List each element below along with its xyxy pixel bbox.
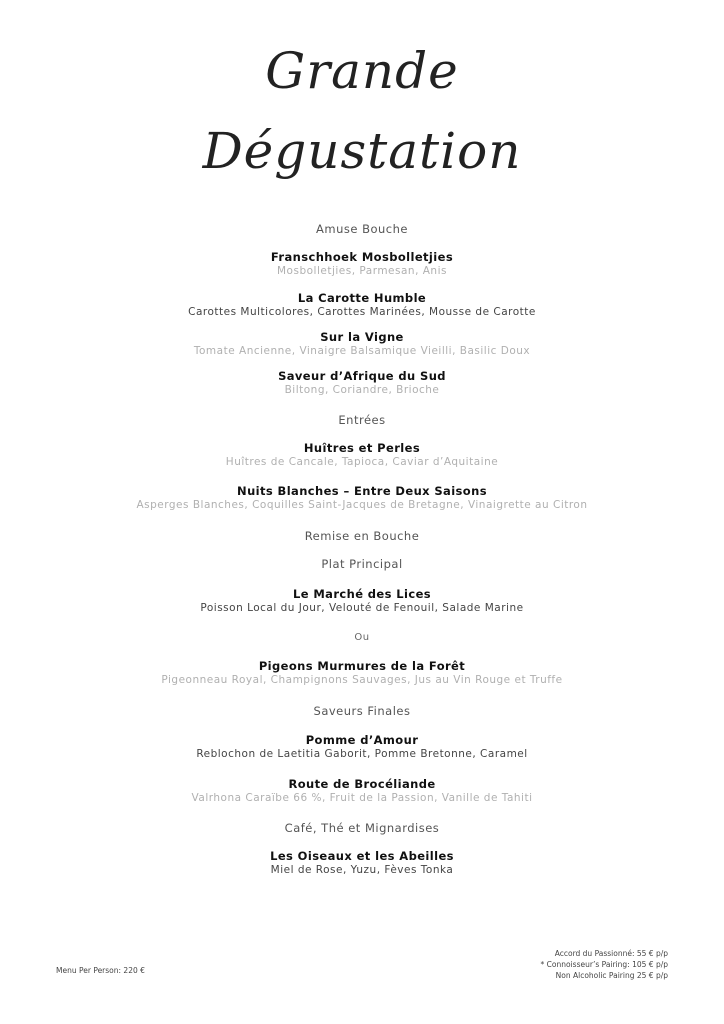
dish-name: Route de Brocéliande — [288, 777, 436, 791]
or-separator: Ou — [354, 632, 370, 643]
dish-name: Pomme d’Amour — [305, 733, 419, 747]
dish-name: Le Marché des Lices — [292, 587, 432, 601]
dish-description: Tomate Ancienne, Vinaigre Balsamique Vieilli, Basilic Doux — [193, 345, 531, 357]
dish-description: Poisson Local du Jour, Velouté de Fenouil, Salade Marine — [200, 602, 524, 614]
dish-description: Miel de Rose, Yuzu, Fèves Tonka — [270, 864, 454, 876]
dish-name: Les Oiseaux et les Abeilles — [270, 849, 454, 863]
dish-description: Reblochon de Laetitia Gaborit, Pomme Bretonne, Caramel — [196, 748, 528, 760]
course-heading: Plat Principal — [321, 557, 403, 571]
dish-name: Sur la Vigne — [320, 330, 404, 344]
dish-name: Franschhoek Mosbolletjies — [270, 250, 454, 264]
dish-description: Biltong, Coriandre, Brioche — [284, 384, 440, 396]
pairing-price: Non Alcoholic Pairing 25 € p/p — [555, 971, 668, 980]
dish-name: Saveur d’Afrique du Sud — [278, 369, 446, 383]
dish-name: Nuits Blanches – Entre Deux Saisons — [237, 484, 487, 498]
dish-description: Huîtres de Cancale, Tapioca, Caviar d’Aquitaine — [225, 456, 499, 468]
menu-price: Menu Per Person: 220 € — [56, 966, 145, 975]
pairing-price: Accord du Passionné: 55 € p/p — [554, 949, 668, 958]
dish-name: Pigeons Murmures de la Forêt — [258, 659, 466, 673]
dish-description: Mosbolletjies, Parmesan, Anis — [277, 265, 447, 277]
dish-name: Huîtres et Perles — [303, 441, 421, 455]
menu-title-line-2: Dégustation — [202, 122, 522, 180]
course-heading: Entrées — [338, 413, 386, 427]
pairing-price: * Connoisseur’s Pairing: 105 € p/p — [540, 960, 668, 969]
dish-name: La Carotte Humble — [297, 291, 427, 305]
dish-description: Carottes Multicolores, Carottes Marinées, Mousse de Carotte — [188, 306, 536, 318]
menu-title-line-1: Grande — [265, 42, 459, 100]
dish-description: Asperges Blanches, Coquilles Saint-Jacques de Bretagne, Vinaigrette au Citron — [136, 499, 588, 511]
course-heading: Remise en Bouche — [304, 529, 420, 543]
dish-description: Valrhona Caraïbe 66 %, Fruit de la Passion, Vanille de Tahiti — [191, 792, 533, 804]
course-heading: Saveurs Finales — [313, 704, 411, 718]
course-heading: Café, Thé et Mignardises — [284, 821, 440, 835]
course-heading: Amuse Bouche — [316, 222, 408, 236]
dish-description: Pigeonneau Royal, Champignons Sauvages, Jus au Vin Rouge et Truffe — [161, 674, 563, 686]
